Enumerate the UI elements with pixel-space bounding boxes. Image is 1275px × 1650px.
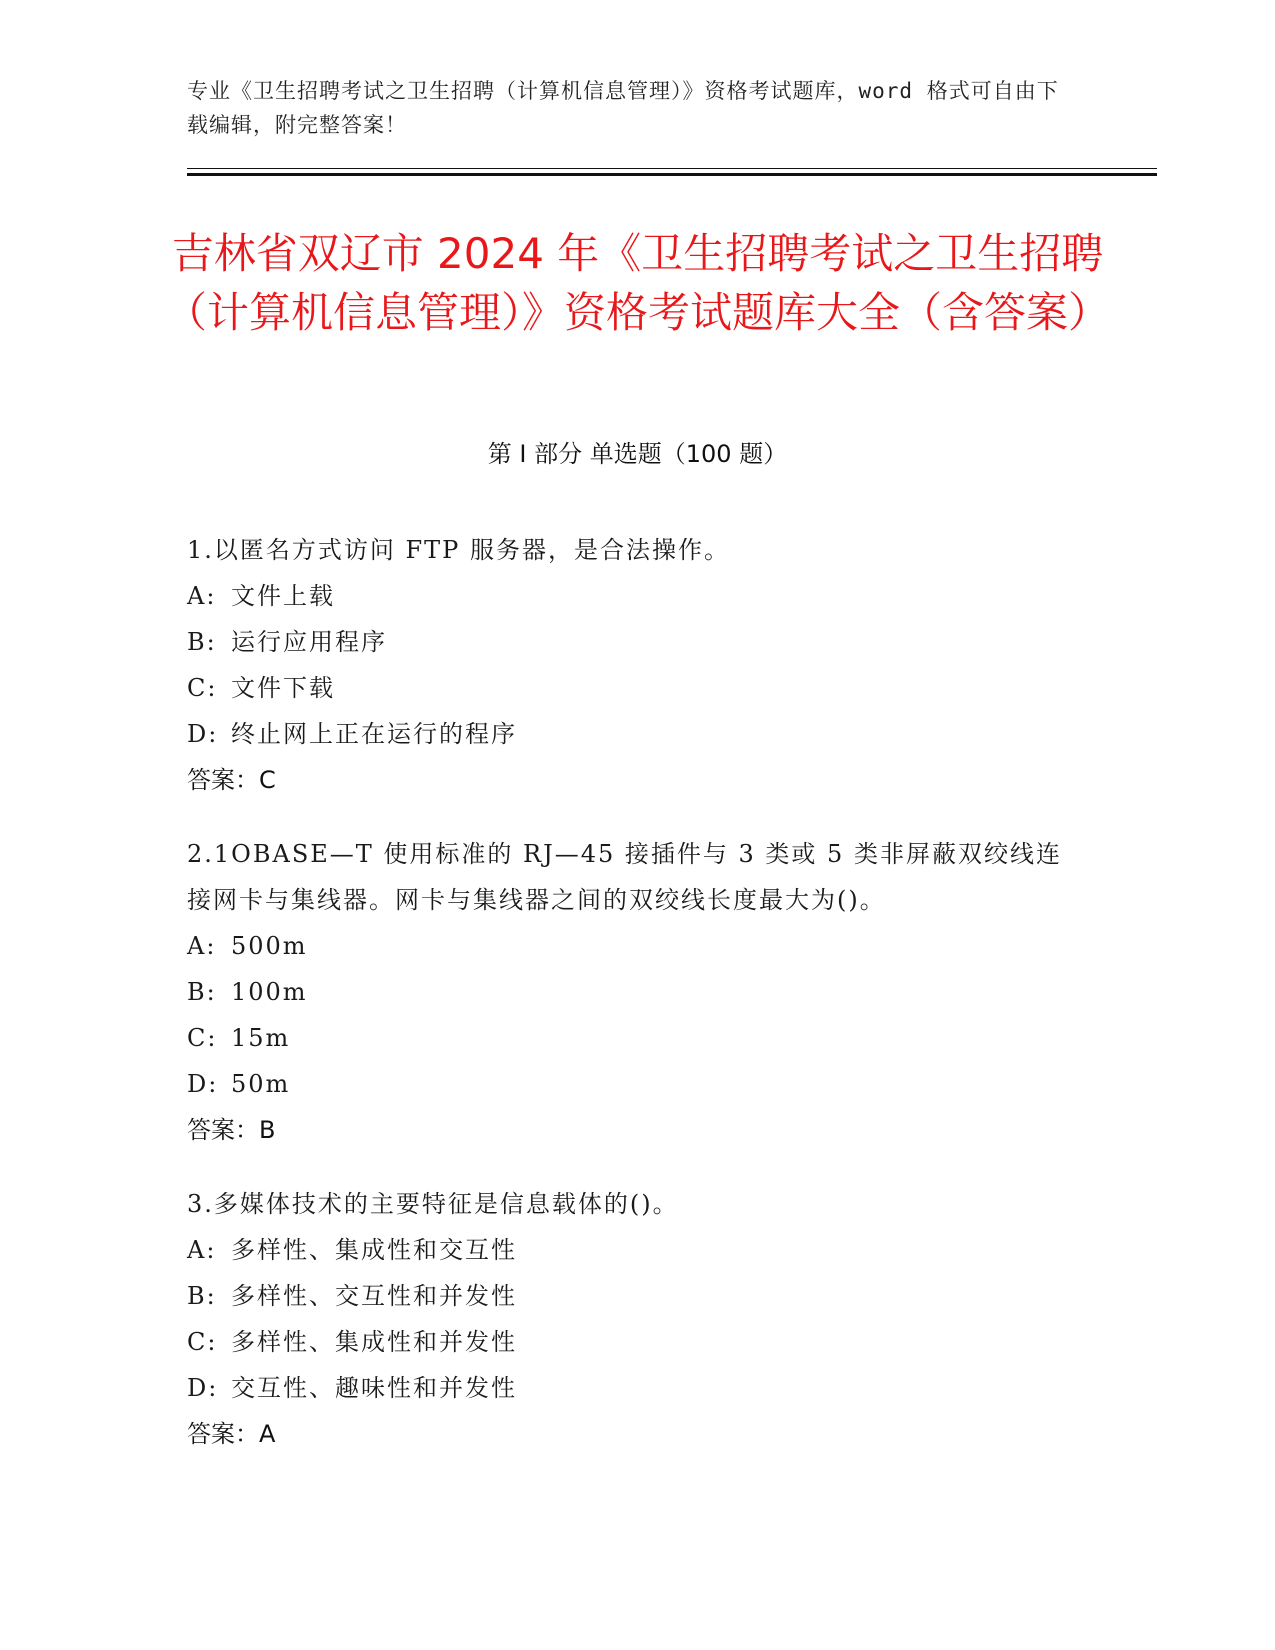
option-letter: B:: [187, 978, 217, 1006]
option-letter: D:: [187, 1374, 219, 1402]
option-letter: B:: [187, 628, 217, 656]
option-text: 多样性、交互性和并发性: [231, 1282, 517, 1310]
question-1: [187, 527, 1087, 803]
answer: 答案：B: [187, 1116, 276, 1144]
question-stem: 1.以匿名方式访问 FTP 服务器，是合法操作。: [187, 536, 730, 564]
option-letter: D:: [187, 720, 219, 748]
option-text: 交互性、趣味性和并发性: [231, 1374, 517, 1402]
option-text: 100m: [231, 978, 308, 1006]
option-text: 多样性、集成性和并发性: [231, 1328, 517, 1356]
option-d: [187, 711, 1087, 757]
option-letter: A:: [187, 932, 217, 960]
option-a: [187, 1227, 1087, 1273]
option-text: 50m: [231, 1070, 291, 1098]
option-b: [187, 969, 1087, 1015]
question-2: [187, 831, 1087, 1153]
section-title: 第 I 部分 单选题（100 题）: [487, 440, 788, 468]
option-b: [187, 1273, 1087, 1319]
option-d: [187, 1365, 1087, 1411]
option-text: 多样性、集成性和交互性: [231, 1236, 517, 1264]
answer: 答案：C: [187, 766, 276, 794]
option-b: [187, 619, 1087, 665]
option-letter: A:: [187, 1236, 217, 1264]
option-letter: B:: [187, 1282, 217, 1310]
header-note: 专业《卫生招聘考试之卫生招聘（计算机信息管理）》资格考试题库，word 格式可自由下载编辑，附完整答案！: [187, 79, 1059, 137]
document-title: 吉林省双辽市 2024 年《卫生招聘考试之卫生招聘（计算机信息管理）》资格考试题库大全（含答案）: [164, 229, 1110, 337]
question-stem: 3.多媒体技术的主要特征是信息载体的()。: [187, 1190, 679, 1218]
option-c: [187, 1015, 1087, 1061]
option-text: 15m: [231, 1024, 291, 1052]
option-letter: C:: [187, 1024, 218, 1052]
option-text: 运行应用程序: [231, 628, 387, 656]
question-list: [187, 527, 1087, 1485]
option-letter: D:: [187, 1070, 219, 1098]
option-a: [187, 923, 1087, 969]
header-rule-thin: [187, 168, 1157, 169]
option-c: [187, 665, 1087, 711]
option-letter: C:: [187, 674, 218, 702]
option-text: 文件下载: [231, 674, 335, 702]
option-text: 500m: [231, 932, 308, 960]
option-letter: A:: [187, 582, 217, 610]
option-text: 文件上载: [231, 582, 335, 610]
answer: 答案：A: [187, 1420, 276, 1448]
option-text: 终止网上正在运行的程序: [231, 720, 517, 748]
header-rule-thick: [187, 173, 1157, 176]
option-a: [187, 573, 1087, 619]
option-letter: C:: [187, 1328, 218, 1356]
option-d: [187, 1061, 1087, 1107]
question-stem: 2.1OBASE—T 使用标准的 RJ—45 接插件与 3 类或 5 类非屏蔽双绞线连接网卡与集线器。网卡与集线器之间的双绞线长度最大为()。: [187, 840, 1062, 914]
question-3: [187, 1181, 1087, 1457]
option-c: [187, 1319, 1087, 1365]
